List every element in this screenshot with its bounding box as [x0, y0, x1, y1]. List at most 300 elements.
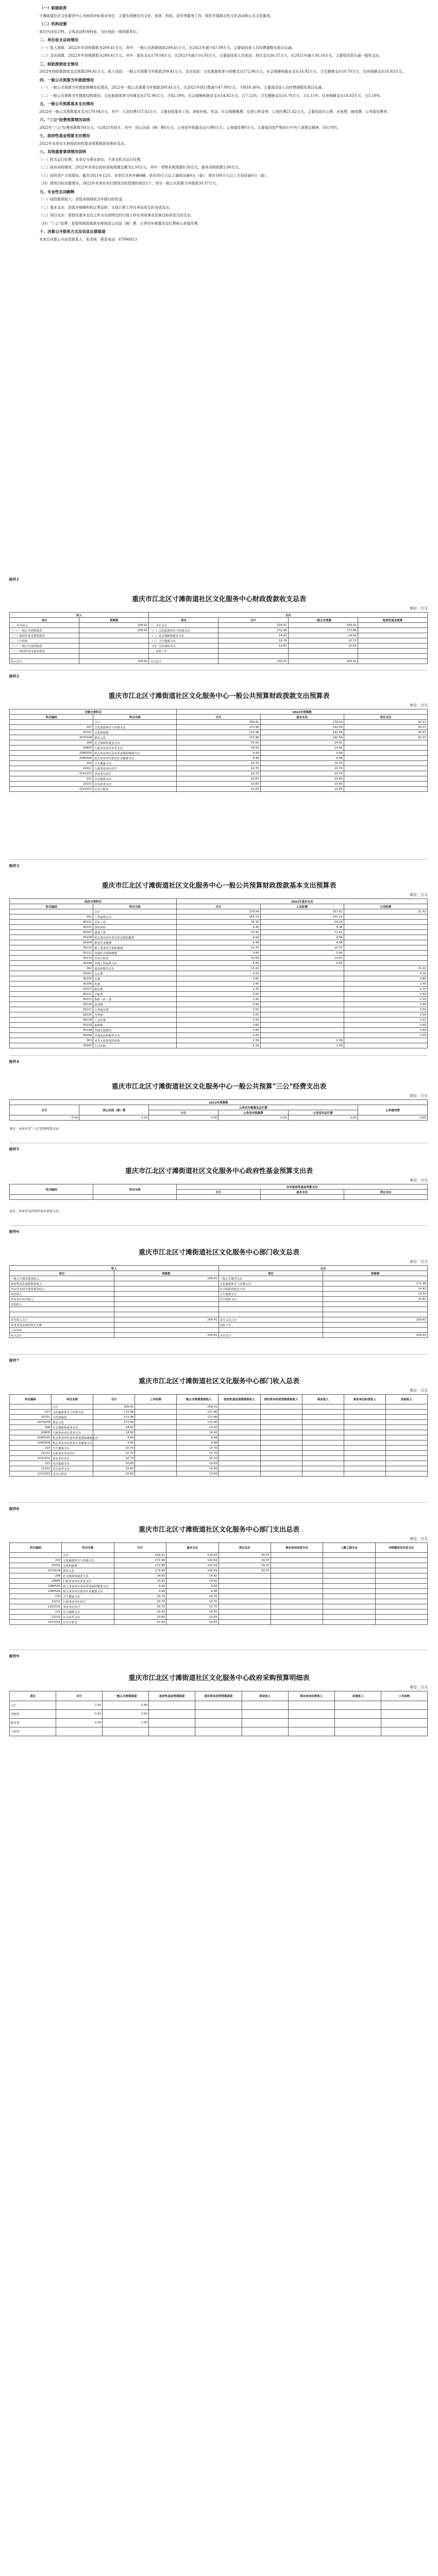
t2-row — [10, 756, 428, 761]
t3-row — [10, 992, 428, 997]
t3-cell: 30101 — [10, 920, 93, 925]
t3-cell: 2.80 — [344, 1028, 427, 1033]
t2-cell: 2080506 — [10, 756, 93, 761]
t3-cell: 维修（护）费 — [93, 997, 177, 1002]
table8 — [9, 1543, 428, 1625]
t5-cell — [344, 1195, 427, 1200]
t7-cell — [260, 1451, 302, 1456]
t3-cell: 1.20 — [177, 987, 260, 992]
t8-cell — [218, 1589, 271, 1594]
t6-row — [10, 1286, 428, 1292]
t7-cell: 9.94 — [177, 1435, 218, 1440]
section-heading: 十、决算公开联系方式及信息反馈渠道 — [40, 229, 106, 234]
t3-cell: 30229 — [10, 1023, 93, 1028]
t3-row — [10, 981, 428, 987]
t6-cell: 结转下年 — [218, 1323, 323, 1328]
t3-row — [10, 1023, 428, 1028]
table2 — [9, 709, 428, 792]
t1-cell: （一）一般公共预算拨款 — [10, 643, 79, 649]
t1-row — [10, 623, 428, 628]
t7-header-cell: 其他收入 — [385, 1395, 427, 1404]
t7-cell: 10.70 — [177, 1446, 218, 1451]
t3-cell: 301 — [10, 914, 93, 920]
t3-cell: 179.04 — [177, 909, 260, 914]
t3-row — [10, 1012, 428, 1018]
t4-header-cell: 因公出国（境）费 — [79, 1105, 149, 1115]
t8-cell: 群众文化 — [62, 1568, 114, 1573]
t8-cell: 2080506 — [10, 1589, 62, 1594]
t7-cell — [260, 1410, 302, 1415]
t9-cell — [149, 1719, 195, 1727]
t7-cell — [135, 1410, 177, 1415]
t3-cell: 30239 — [10, 1028, 93, 1033]
t8-header-cell: 事业单位经营支出 — [271, 1543, 323, 1553]
t7-cell: 2101102 — [10, 1456, 52, 1461]
attachment-tag-6: 附件6 — [9, 1229, 19, 1234]
t1-cell — [358, 638, 427, 643]
t2-row — [10, 751, 428, 756]
t1-cell — [79, 654, 149, 659]
t6-row — [10, 1323, 428, 1328]
t7-cell — [302, 1425, 344, 1430]
t7-cell: 10.70 — [177, 1456, 218, 1461]
t6-cell: 本年收入合计 — [10, 1317, 114, 1323]
table7-title: 重庆市江北区寸滩街道社区文化服务中心部门收入总表 — [138, 1378, 299, 1385]
t8-row — [10, 1609, 428, 1615]
t7-row — [10, 1415, 428, 1420]
t2-cell: 10.70 — [177, 766, 260, 771]
t3-cell: 其他商品和服务支出 — [93, 1033, 177, 1038]
t9-cell — [149, 1710, 195, 1719]
t7-cell: 社会保障和就业支出 — [52, 1425, 93, 1430]
t5-cell — [93, 1195, 177, 1200]
t7-cell: 20701 — [10, 1415, 52, 1420]
t2-cell: 20701 — [10, 730, 93, 735]
t8-cell: 14.92 — [114, 1573, 166, 1579]
t6-cell: 209.41 — [323, 1333, 428, 1338]
t3-row — [10, 1038, 428, 1043]
t4-header-cell: 合计 — [10, 1105, 79, 1115]
t9-cell: 2.50 — [103, 1701, 149, 1710]
t6-header-cell: 预算数 — [114, 1271, 218, 1276]
t3-cell — [344, 1038, 427, 1043]
t3-header-row — [10, 899, 428, 904]
t3-cell: 35.16 — [177, 920, 260, 925]
t2-cell: 行政事业单位养老支出 — [93, 745, 177, 751]
t3-cell: 30217 — [10, 1007, 93, 1012]
t7-cell: 4.98 — [177, 1440, 218, 1446]
t8-cell: 机关事业单位基本养老保险缴费支出 — [62, 1584, 114, 1589]
t7-cell — [135, 1420, 177, 1425]
t6-cell: 209.41 — [114, 1333, 218, 1338]
t8-cell: 合计 — [62, 1553, 114, 1558]
t8-row — [10, 1563, 428, 1568]
t8-cell: 209.41 — [114, 1553, 166, 1558]
t2-header-cell: 科目名称 — [93, 715, 177, 720]
table4 — [9, 1099, 428, 1121]
t4-row — [10, 1115, 428, 1121]
t7-cell: 合计 — [52, 1404, 93, 1410]
t9-row — [10, 1727, 428, 1736]
t5-header-cell: 科目名称 — [93, 1184, 177, 1195]
t3-cell: 福利费 — [93, 1023, 177, 1028]
t7-cell — [302, 1415, 344, 1420]
t8-cell: 22102 — [10, 1615, 62, 1620]
t6-cell — [114, 1323, 218, 1328]
t2-cell: 179.04 — [260, 720, 344, 725]
t3-cell: 2.02 — [344, 1018, 427, 1023]
t7-cell: 4.98 — [93, 1440, 135, 1446]
section-paragraph: （一）一般公共预算当年拨款规模变化情况。2022年一般公共预算当年拨款209.41万元，比2021年执行数减少47.09万元，下降18.36%。主要原因是人员经费调整及项目压减。 — [39, 86, 325, 90]
t8-cell — [218, 1604, 271, 1609]
t1-header-row — [10, 618, 428, 623]
t2-cell — [10, 720, 93, 725]
t7-header-row — [10, 1395, 428, 1404]
t8-cell — [323, 1579, 375, 1584]
t6-cell: 收入总计 — [10, 1333, 114, 1338]
t3-cell: 2.39 — [260, 1043, 344, 1048]
t9-cell — [381, 1710, 427, 1719]
t8-cell — [375, 1604, 427, 1609]
t8-row — [10, 1584, 428, 1589]
t6-cell: 上年结转 — [10, 1328, 114, 1333]
table8-title: 重庆市江北区寸滩街道社区文化服务中心部门支出总表 — [138, 1526, 299, 1534]
t3-cell: 职业年金缴费 — [93, 940, 177, 945]
t1-cell: 二、上年结转 — [10, 638, 79, 643]
t4-header-cell: 公务用车购置及运行费 — [149, 1105, 358, 1110]
t8-cell: 2070109 — [10, 1568, 62, 1573]
t8-cell — [218, 1594, 271, 1599]
t9-cell: 货物类 — [10, 1710, 56, 1719]
t8-cell — [271, 1558, 323, 1563]
t7-row — [10, 1440, 428, 1446]
t2-cell: 社会保障和就业支出 — [93, 740, 177, 745]
t8-cell — [323, 1620, 375, 1625]
t3-cell — [344, 961, 427, 966]
t3-header-row — [10, 904, 428, 909]
section-heading: 三、财政拨款收支情况 — [40, 61, 78, 66]
t8-cell — [375, 1568, 427, 1573]
t7-cell — [385, 1446, 427, 1451]
t2-row — [10, 766, 428, 771]
t3-cell: 72.41 — [177, 930, 260, 935]
t3-cell: 10.83 — [260, 956, 344, 961]
t8-cell: 10.83 — [114, 1609, 166, 1615]
t2-cell: 住房改革支出 — [93, 782, 177, 787]
t8-cell — [271, 1563, 323, 1568]
t3-row — [10, 1028, 428, 1033]
t3-cell: 303 — [10, 1038, 93, 1043]
t3-header-cell: 2022年基本支出 — [177, 899, 428, 904]
t7-cell: 2070109 — [10, 1420, 52, 1425]
t1-cell: 二、结转下年 — [149, 649, 218, 654]
t3-cell — [260, 997, 344, 1002]
t6-cell — [323, 1328, 428, 1333]
t8-cell: 172.96 — [114, 1558, 166, 1563]
t8-cell: 10.70 — [166, 1604, 218, 1609]
t6-cell — [218, 1328, 323, 1333]
t8-cell — [375, 1553, 427, 1558]
t6-cell — [323, 1312, 428, 1317]
t7-cell: 10.70 — [93, 1456, 135, 1461]
t9-cell: 2.50 — [56, 1701, 103, 1710]
t8-cell: 21011 — [10, 1599, 62, 1604]
t7-cell — [385, 1404, 427, 1410]
t2-header-cell: 项目支出 — [344, 715, 427, 720]
t2-cell — [344, 787, 427, 792]
t6-cell: 社会保障和就业支出 — [218, 1286, 323, 1292]
t3-cell: 0.40 — [177, 951, 260, 956]
t7-cell: 172.96 — [177, 1415, 218, 1420]
t2-row — [10, 787, 428, 792]
t7-header-cell: 科目名称 — [52, 1395, 93, 1404]
t2-cell: 4.98 — [177, 756, 260, 761]
t8-cell — [218, 1579, 271, 1584]
t3-cell: 9.94 — [177, 935, 260, 940]
t3-cell — [344, 925, 427, 930]
t3-cell: 30205 — [10, 976, 93, 981]
t7-cell: 2210201 — [10, 1471, 52, 1477]
t3-cell: 差旅费 — [93, 992, 177, 997]
t3-row — [10, 925, 428, 930]
t7-cell: 14.92 — [93, 1425, 135, 1430]
t6-header-cell: 收入 — [10, 1266, 219, 1271]
t9-cell: 2.00 — [56, 1719, 103, 1727]
t2-cell: 2210201 — [10, 787, 93, 792]
section-paragraph: （一）财政拨款收入：是指本级财政当年拨付的资金。 — [39, 197, 126, 201]
t4-cell: 0.00 — [288, 1115, 358, 1121]
t3-cell — [344, 930, 427, 935]
t6-cell — [114, 1302, 218, 1307]
t7-cell — [218, 1446, 260, 1451]
t1-cell: 10.70 — [218, 638, 288, 643]
t7-cell — [218, 1404, 260, 1410]
t1-cell: 209.41 — [288, 659, 358, 664]
t7-cell — [302, 1446, 344, 1451]
t7-cell — [344, 1410, 385, 1415]
t7-cell — [385, 1466, 427, 1471]
t7-cell — [260, 1404, 302, 1410]
t3-cell: 2.02 — [177, 1018, 260, 1023]
t4-header-cell: 2022年预算数 — [10, 1100, 428, 1105]
t1-row — [10, 628, 428, 633]
t1-row — [10, 643, 428, 649]
t1-header-cell: 一般公共预算 — [288, 618, 358, 623]
section-heading: （二）机构设置 — [40, 22, 67, 26]
t2-cell: 行政事业单位医疗 — [93, 766, 177, 771]
t7-cell: 208 — [10, 1425, 52, 1430]
t6-cell: 其他收入 — [10, 1302, 114, 1307]
t8-cell: 10.70 — [114, 1599, 166, 1604]
t8-cell — [375, 1620, 427, 1625]
intro-text — [32, 4, 408, 244]
t5-cell — [260, 1195, 344, 1200]
t6-row — [10, 1317, 428, 1323]
t1-cell — [358, 623, 427, 628]
attachment-tag-2: 附件2 — [9, 674, 19, 679]
t2-cell: 2080505 — [10, 751, 93, 756]
t3-cell: 住房公积金 — [93, 956, 177, 961]
t3-cell: 4.98 — [177, 940, 260, 945]
t3-cell: 3.20 — [344, 971, 427, 976]
t7-cell — [135, 1404, 177, 1410]
t1-cell — [358, 643, 427, 649]
t3-cell — [10, 909, 93, 914]
t8-cell — [271, 1604, 323, 1609]
t7-cell: 机关事业单位基本养老保险缴费支出 — [52, 1435, 93, 1440]
t7-row — [10, 1446, 428, 1451]
t1-header-cell: 政府性基金预算 — [358, 618, 427, 623]
t6-row — [10, 1302, 428, 1307]
t8-cell: 20805 — [10, 1579, 62, 1584]
t3-row — [10, 1007, 428, 1012]
t2-cell: 14.92 — [260, 740, 344, 745]
t2-cell: 文化和旅游 — [93, 730, 177, 735]
table6 — [9, 1265, 428, 1338]
t7-cell: 10.70 — [177, 1451, 218, 1456]
table4-unit: 单位：万元 — [410, 1094, 428, 1098]
t6-cell: 209.41 — [323, 1317, 428, 1323]
t3-cell — [344, 914, 427, 920]
t8-cell — [323, 1573, 375, 1579]
t7-cell — [218, 1466, 260, 1471]
table3-unit: 单位：万元 — [410, 893, 428, 897]
t6-cell: 10.70 — [323, 1292, 428, 1297]
t1-cell: （三）卫生健康支出 — [149, 638, 218, 643]
t1-cell: （二）社会保障和就业支出 — [149, 633, 218, 638]
t8-cell: 10.70 — [114, 1594, 166, 1599]
t7-cell — [260, 1435, 302, 1440]
t3-cell: 3.20 — [177, 971, 260, 976]
t8-cell: 14.92 — [166, 1573, 218, 1579]
t7-cell — [260, 1471, 302, 1477]
t7-cell — [344, 1430, 385, 1435]
t7-cell — [344, 1446, 385, 1451]
t3-cell: 其他交通费用 — [93, 1028, 177, 1033]
t7-row — [10, 1404, 428, 1410]
t3-cell: 6.45 — [177, 961, 260, 966]
t7-header-cell: 科目编码 — [10, 1395, 52, 1404]
t8-cell — [218, 1609, 271, 1615]
t8-row — [10, 1620, 428, 1625]
t8-header-cell: 对附属单位补助支出 — [375, 1543, 427, 1553]
section-paragraph: （三）国有资产占用情况。截至2021年12月，本单位共有车辆0辆；单价50万元以上通用设备0台（套）；单价100万元以上专用设备0台（套）。 — [39, 173, 270, 178]
section-paragraph: （二）一般公共预算当年拨款结构情况。文化旅游体育与传媒支出172.96万元，占82.59%；社会保障和就业支出14.92万元，占7.12%；卫生健康支出10.70万元，占5.11%；住房保障支出10.83万元，占5.18%。 — [39, 93, 384, 98]
t2-cell: 142.59 — [260, 735, 344, 740]
t8-cell: 14.92 — [114, 1579, 166, 1584]
t3-cell: 21.42 — [344, 909, 427, 914]
t4-cell: 0.00 — [149, 1115, 218, 1121]
t2-row — [10, 745, 428, 751]
table5 — [9, 1184, 428, 1200]
t8-header-cell: 基本支出 — [166, 1543, 218, 1553]
t3-cell: 0.00 — [344, 1007, 427, 1012]
t7-cell — [302, 1466, 344, 1471]
t7-cell — [344, 1440, 385, 1446]
section-paragraph: （二）支出预算。2022年年初预算数为209.41万元。其中：基本支出179.04万元，比2021年减少16.93万元，主要原因是人员变动；项目支出30.37万元，比2021年减少30.16万元，主要原因是压减一般性支出。 — [39, 54, 383, 58]
t2-cell: 30.37 — [344, 735, 427, 740]
t1-cell: 10.83 — [218, 643, 288, 649]
t7-cell: 9.94 — [93, 1435, 135, 1440]
t7-cell: 172.96 — [177, 1410, 218, 1415]
t1-header-cell: 预算数 — [79, 618, 149, 623]
t9-cell: 合计 — [10, 1701, 56, 1710]
t7-row — [10, 1420, 428, 1425]
t1-cell: 209.41 — [218, 623, 288, 628]
t3-cell: 30305 — [10, 1043, 93, 1048]
t6-cell — [114, 1297, 218, 1302]
t7-cell — [218, 1451, 260, 1456]
t8-cell: 4.98 — [166, 1589, 218, 1594]
t7-cell — [302, 1456, 344, 1461]
t2-row — [10, 776, 428, 782]
t7-cell — [218, 1456, 260, 1461]
t7-cell — [218, 1440, 260, 1446]
t7-cell — [218, 1410, 260, 1415]
t3-cell — [260, 1002, 344, 1007]
t8-cell: 10.83 — [166, 1615, 218, 1620]
t1-cell — [358, 628, 427, 633]
t8-cell: 172.96 — [114, 1568, 166, 1573]
t7-cell — [135, 1451, 177, 1456]
t3-cell: 1.60 — [177, 1023, 260, 1028]
t6-cell — [323, 1302, 428, 1307]
section-heading: 二、单位收支总体情况 — [40, 38, 78, 42]
t7-cell — [260, 1430, 302, 1435]
t9-cell — [195, 1701, 242, 1710]
t9-cell — [149, 1727, 195, 1736]
table8-unit: 单位：万元 — [410, 1537, 428, 1541]
t2-header-cell: 基本支出 — [260, 715, 344, 720]
t1-header-cell: 项目 — [10, 618, 79, 623]
t1-cell — [288, 649, 358, 654]
t7-cell — [260, 1420, 302, 1425]
t9-header-cell: 合计 — [56, 1691, 103, 1701]
t7-cell — [218, 1430, 260, 1435]
section-paragraph: 2022年"三公"经费预算数为0万元，与2021年持平。其中：因公出国（境）费0万元；公务用车购置及运行费0万元；公务接待费0万元。主要原因是严格执行中央八项规定精神，厉行节约。 — [39, 125, 341, 130]
t1-cell: 一、本年收入 — [10, 623, 79, 628]
t3-cell: 0.00 — [177, 1007, 260, 1012]
t7-cell — [135, 1456, 177, 1461]
t8-cell — [218, 1615, 271, 1620]
t1-cell: （一）一般公共预算拨款 — [10, 628, 79, 633]
t6-header-cell: 项目 — [10, 1271, 114, 1276]
t8-cell — [375, 1563, 427, 1568]
t7-cell — [260, 1440, 302, 1446]
t8-cell: 30.37 — [218, 1568, 271, 1573]
t7-cell: 10.83 — [93, 1461, 135, 1466]
t3-cell — [260, 1028, 344, 1033]
t6-cell — [218, 1312, 323, 1317]
t8-cell: 行政事业单位医疗 — [62, 1599, 114, 1604]
t6-cell: 政府性基金预算拨款收入 — [10, 1281, 114, 1286]
t6-cell: 住房保障支出 — [218, 1297, 323, 1302]
t2-header-cell: 科目编码 — [10, 715, 93, 720]
t1-row — [10, 654, 428, 659]
t7-header-cell: 事业收入 — [302, 1395, 344, 1404]
t2-cell: 10.83 — [177, 782, 260, 787]
t5-cell — [10, 1195, 93, 1200]
t6-cell — [10, 1312, 114, 1317]
t7-cell — [385, 1425, 427, 1430]
t7-cell: 14.92 — [93, 1430, 135, 1435]
t7-cell — [218, 1425, 260, 1430]
t7-cell: 2080506 — [10, 1440, 52, 1446]
t2-cell — [344, 745, 427, 751]
t7-row — [10, 1430, 428, 1435]
t3-cell: 30109 — [10, 940, 93, 945]
t7-cell: 10.83 — [93, 1466, 135, 1471]
